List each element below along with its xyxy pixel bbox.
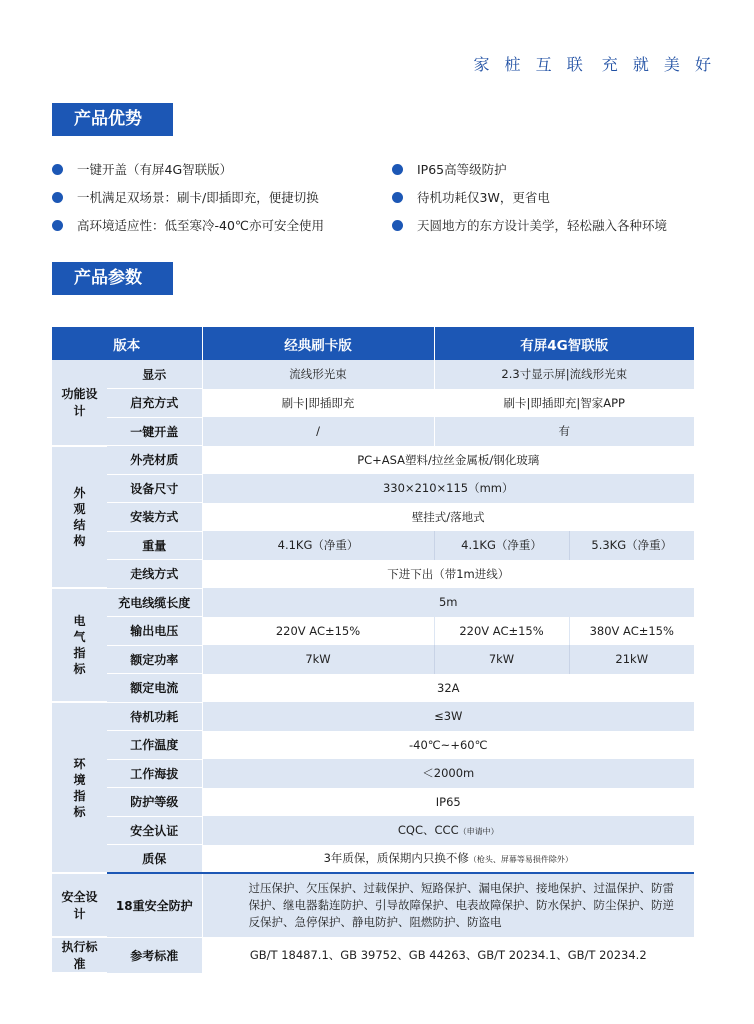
bullet-dot-icon: [392, 192, 403, 203]
warranty-note: （枪头、屏幕等易损件除外）: [468, 855, 573, 865]
category-electrical: [52, 588, 107, 702]
cell-value: 32A: [202, 674, 694, 703]
cell-smart-b: 5.3KG（净重）: [569, 531, 694, 560]
table-row: [52, 417, 694, 446]
row-label: 启充方式: [107, 389, 202, 418]
feature-item: [52, 160, 232, 178]
feature-text: 一键开盖（有屏4G智联版）: [77, 162, 233, 177]
feature-item: [52, 216, 324, 234]
params-table: [52, 327, 694, 974]
category-standard: 执行标准: [52, 937, 107, 973]
slogan: [473, 52, 716, 75]
cell-classic: 7kW: [202, 645, 434, 674]
row-label: 额定功率: [107, 645, 202, 674]
slogan-part-2: 充 就 美 好: [601, 55, 716, 74]
category-environment-text: 环境指标: [73, 756, 86, 819]
table-row: [52, 531, 694, 560]
header-smart: 有屏4G智联版: [434, 327, 694, 360]
table-header-row: [52, 327, 694, 360]
advantages-title: 产品优势: [52, 103, 173, 136]
feature-item: [392, 160, 507, 178]
row-label: 待机功耗: [107, 702, 202, 731]
row-label: 安装方式: [107, 503, 202, 532]
row-label: 质保: [107, 845, 202, 874]
cell-smart-a: 7kW: [434, 645, 569, 674]
cell-smart-b: 380V AC±15%: [569, 617, 694, 646]
feature-text: 一机满足双场景：刷卡/即插即充，便捷切换: [77, 190, 319, 205]
cell-value: 壁挂式/落地式: [202, 503, 694, 532]
row-label: 参考标准: [107, 937, 202, 973]
table-row: [52, 588, 694, 617]
feature-text: IP65高等级防护: [417, 162, 507, 177]
table-row: [52, 446, 694, 475]
cell-value: ≤3W: [202, 702, 694, 731]
cell-value: 过压保护、欠压保护、过载保护、短路保护、漏电保护、接地保护、过温保护、防雷保护、继电器黏连防护、引导故障保护、电表故障保护、防水保护、防尘保护、防逆反保护、急停保护、静电防护、阻燃防护、防盗电: [202, 873, 694, 937]
row-label: 额定电流: [107, 674, 202, 703]
table-row: [52, 873, 694, 937]
cell-smart: 有: [434, 417, 694, 446]
row-label: 工作海拔: [107, 759, 202, 788]
cell-value: GB/T 18487.1、GB 39752、GB 44263、GB/T 20234.1、GB/T 20234.2: [202, 937, 694, 973]
row-label: 18重安全防护: [107, 873, 202, 937]
cell-value: PC+ASA塑料/拉丝金属板/钢化玻璃: [202, 446, 694, 475]
cell-value: [202, 816, 694, 845]
row-label: 走线方式: [107, 560, 202, 589]
row-label: 防护等级: [107, 788, 202, 817]
category-safety: 安全设计: [52, 873, 107, 937]
table-row: [52, 937, 694, 973]
category-function: 功能设计: [52, 360, 107, 446]
cell-classic: 4.1KG（净重）: [202, 531, 434, 560]
row-label: 显示: [107, 360, 202, 389]
cell-classic: 流线形光束: [202, 360, 434, 389]
table-row: [52, 816, 694, 845]
category-electrical-text: 电气指标: [73, 614, 86, 676]
header-classic: 经典刷卡版: [202, 327, 434, 360]
feature-text: 天圆地方的东方设计美学，轻松融入各种环境: [417, 218, 668, 233]
feature-item: [392, 216, 667, 234]
feature-text: 高环境适应性：低至寒冷-40℃亦可安全使用: [77, 218, 324, 233]
bullet-dot-icon: [392, 220, 403, 231]
cell-smart-b: 21kW: [569, 645, 694, 674]
bullet-dot-icon: [392, 164, 403, 175]
category-appearance-text: 外观结构: [73, 485, 86, 548]
row-label: 充电线缆长度: [107, 588, 202, 617]
row-label: 外壳材质: [107, 446, 202, 475]
feature-text: 待机功耗仅3W，更省电: [417, 190, 550, 205]
warranty-text: 3年质保，质保期内只换不修: [323, 851, 469, 866]
table-row: [52, 759, 694, 788]
bullet-dot-icon: [52, 220, 63, 231]
cell-smart: 2.3寸显示屏|流线形光束: [434, 360, 694, 389]
table-row: [52, 617, 694, 646]
feature-item: [392, 188, 550, 206]
table-row: [52, 731, 694, 760]
header-version: 版本: [52, 327, 202, 360]
cell-value: 下进下出（带1m进线）: [202, 560, 694, 589]
cell-smart-a: 4.1KG（净重）: [434, 531, 569, 560]
cell-classic: 220V AC±15%: [202, 617, 434, 646]
cell-value: [202, 845, 694, 874]
row-label: 安全认证: [107, 816, 202, 845]
row-label: 工作温度: [107, 731, 202, 760]
table-row: [52, 474, 694, 503]
cell-smart-a: 220V AC±15%: [434, 617, 569, 646]
feature-item: [52, 188, 319, 206]
row-label: 一键开盖: [107, 417, 202, 446]
table-row: [52, 560, 694, 589]
cell-value: IP65: [202, 788, 694, 817]
row-label: 重量: [107, 531, 202, 560]
table-row: [52, 360, 694, 389]
cell-value: 330×210×115（mm）: [202, 474, 694, 503]
cell-classic: 刷卡|即插即充: [202, 389, 434, 418]
cell-value: 5m: [202, 588, 694, 617]
cell-classic: /: [202, 417, 434, 446]
category-environment: [52, 702, 107, 873]
params-title: 产品参数: [52, 262, 173, 295]
cell-value: -40℃~+60℃: [202, 731, 694, 760]
slogan-part-1: 家 桩 互 联: [473, 55, 588, 74]
cell-smart: 刷卡|即插即充|智家APP: [434, 389, 694, 418]
bullet-dot-icon: [52, 192, 63, 203]
row-label: 设备尺寸: [107, 474, 202, 503]
table-row: [52, 503, 694, 532]
cert-text: CQC、CCC: [397, 823, 459, 838]
cell-value: ＜2000m: [202, 759, 694, 788]
bullet-dot-icon: [52, 164, 63, 175]
table-row: [52, 389, 694, 418]
category-appearance: [52, 446, 107, 589]
row-label: 输出电压: [107, 617, 202, 646]
table-row: [52, 645, 694, 674]
table-row: [52, 788, 694, 817]
table-row: [52, 845, 694, 874]
table-row: [52, 702, 694, 731]
cert-note: （申请中）: [458, 827, 499, 837]
table-row: [52, 674, 694, 703]
